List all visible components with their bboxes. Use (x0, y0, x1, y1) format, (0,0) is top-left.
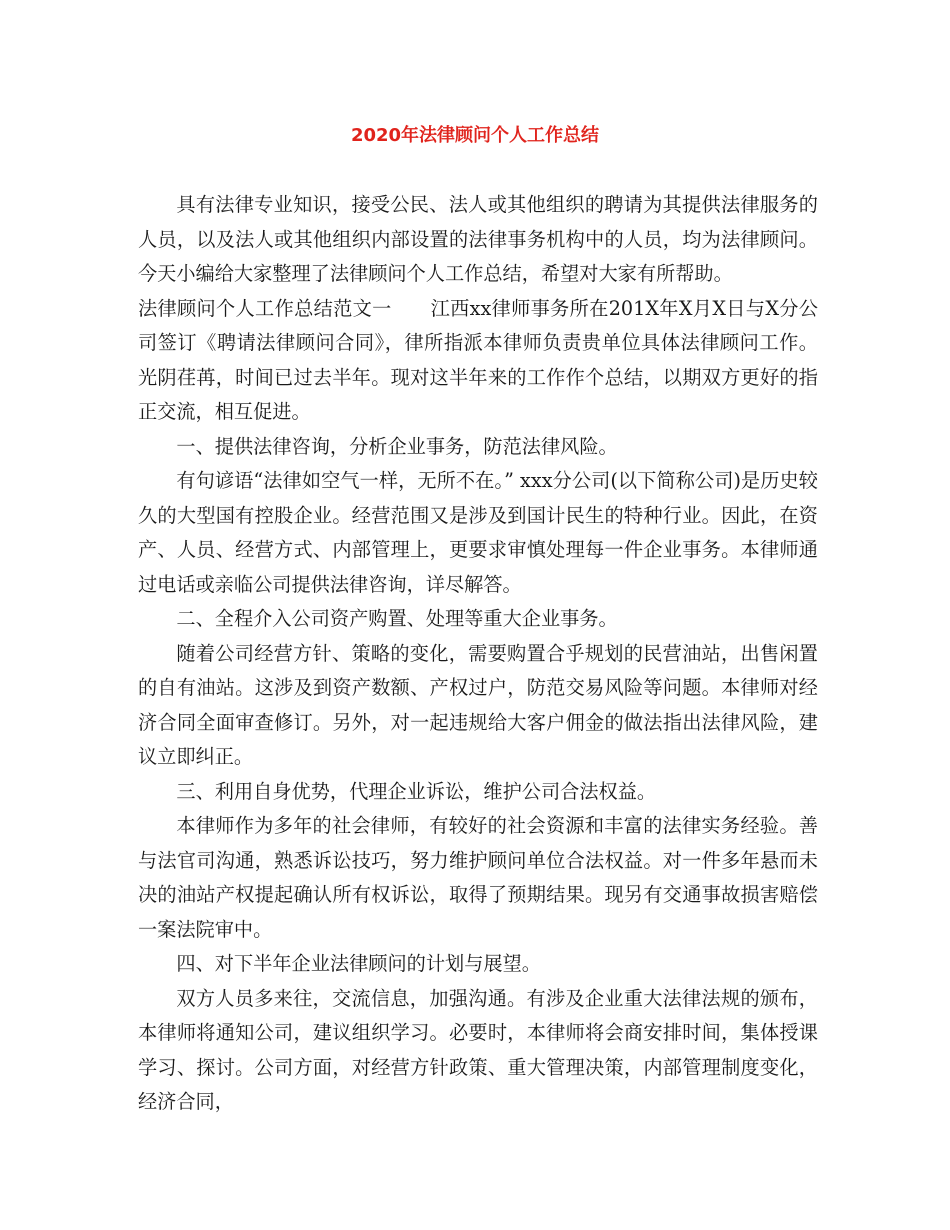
section-heading-3: 三、利用自身优势，代理企业诉讼，维护公司合法权益。 (176, 779, 657, 803)
section-heading-2: 二、全程介入公司资产购置、处理等重大企业事务。 (176, 607, 618, 630)
paragraph-example-heading: 法律顾问个人工作总结范文一 江西xx律师事务所在201X年X月X日与X分公司签订《聘请法律顾问合同》，律所指派本律师负责贵单位具体法律顾问工作。光阴荏苒，时间已过去半年。现对这半年来的工作作个总结，以期双方更好的指正交流，相互促进。 (138, 296, 818, 423)
paragraph-section-1: 有句谚语“法律如空气一样，无所不在。” xxx分公司(以下简称公司)是历史较久的大型国有控股企业。经营范围又是涉及到国计民生的特种行业。因此，在资产、人员、经营方式、内部管理上，更要求审慎处理每一件企业事务。本律师通过电话或亲临公司提供法律咨询，详尽解答。 (138, 469, 818, 596)
paragraph-section-2: 随着公司经营方针、策略的变化，需要购置合乎规划的民营油站，出售闲置的自有油站。这涉及到资产数额、产权过户，防范交易风险等问题。本律师对经济合同全面审查修订。另外，对一起违规给大客户佣金的做法指出法律风险，建议立即纠正。 (138, 641, 818, 768)
section-heading-1: 一、提供法律咨询，分析企业事务，防范法律风险。 (176, 434, 618, 458)
paragraph-section-3: 本律师作为多年的社会律师，有较好的社会资源和丰富的法律实务经验。善与法官司沟通，熟悉诉讼技巧，努力维护顾问单位合法权益。对一件多年悬而未决的油站产权提起确认所有权诉讼，取得了预期结果。现另有交通事故损害赔偿一案法院审中。 (138, 814, 818, 941)
paragraph-section-4: 双方人员多来往，交流信息，加强沟通。有涉及企业重大法律法规的颁布，本律师将通知公司，建议组织学习。必要时，本律师将会商安排时间，集体授课学习、探讨。公司方面，对经营方针政策、重大管理决策，内部管理制度变化，经济合同， (138, 986, 818, 1113)
section-heading-4: 四、对下半年企业法律顾问的计划与展望。 (176, 952, 541, 975)
document-title: 2020年法律顾问个人工作总结 (350, 125, 600, 146)
paragraph-intro: 具有法律专业知识，接受公民、法人或其他组织的聘请为其提供法律服务的人员，以及法人或其他组织内部设置的法律事务机构中的人员，均为法律顾问。今天小编给大家整理了法律顾问个人工作总结，希望对大家有所帮助。 (138, 193, 818, 285)
document-body (138, 188, 818, 1120)
